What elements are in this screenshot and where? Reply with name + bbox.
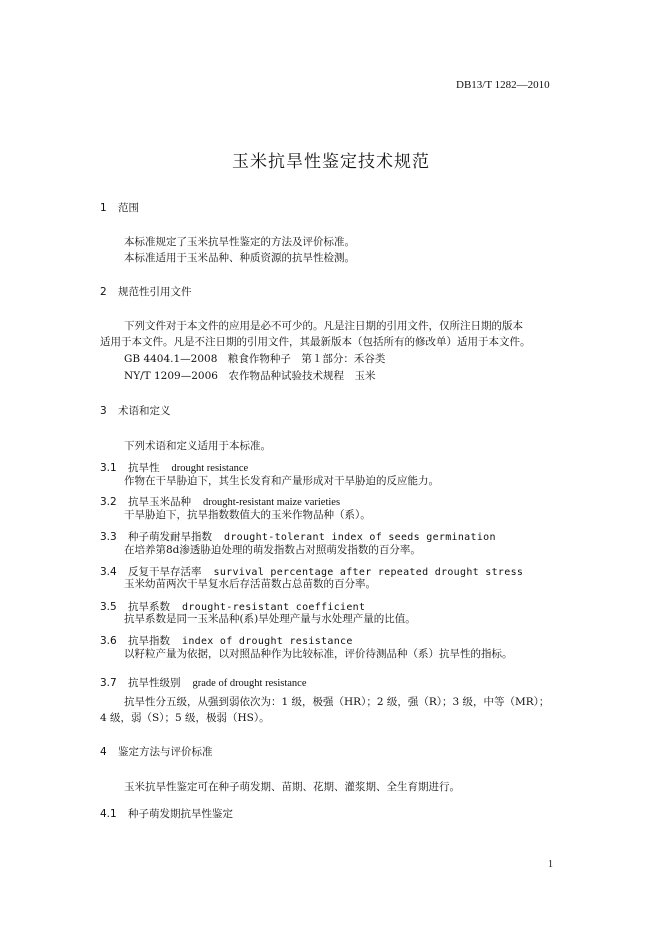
term-english: grade of drought resistance — [192, 678, 307, 689]
paragraph: 下列文件对于本文件的应用是必不可少的。凡是注日期的引用文件，仅所注日期的版本 — [124, 320, 523, 332]
term-number: 3.1 — [100, 462, 117, 474]
term-number: 3.7 — [100, 677, 117, 689]
term-english: drought-resistant maize varieties — [203, 497, 341, 508]
term-number: 3.6 — [100, 635, 117, 647]
section-4-heading — [100, 744, 213, 759]
term-definition: 4 级，弱（S）；5 级，极弱（HS）。 — [100, 712, 270, 724]
section-1-heading — [100, 200, 139, 215]
paragraph: 本标准规定了玉米抗旱性鉴定的方法及评价标准。 — [124, 236, 355, 248]
term-chinese: 反复干旱存活率 — [128, 566, 202, 578]
term-number: 3.2 — [100, 496, 117, 508]
paragraph: 本标准适用于玉米品种、种质资源的抗旱性检测。 — [124, 252, 355, 264]
section-title: 范围 — [118, 202, 139, 214]
section-title: 种子萌发期抗旱性鉴定 — [128, 808, 233, 820]
term-english: survival percentage after repeated drought stress — [213, 567, 524, 578]
term-english: drought-resistant coefficient — [182, 602, 366, 613]
term-definition: 干旱胁迫下，抗旱指数数值大的玉米作物品种（系）。 — [124, 509, 371, 521]
term-definition: 作物在干旱胁迫下，其生长发育和产量形成对干旱胁迫的反应能力。 — [124, 475, 439, 487]
term-chinese: 种子萌发耐旱指数 — [128, 531, 212, 543]
term-definition: 以籽粒产量为依据，以对照品种作为比较标准，评价待测品种（系）抗旱性的指标。 — [124, 648, 513, 660]
paragraph: 玉米抗旱性鉴定可在种子萌发期、苗期、花期、灌浆期、全生育期进行。 — [124, 781, 460, 793]
section-title: 术语和定义 — [118, 405, 171, 417]
term-definition: 玉米幼苗两次干旱复水后存活苗数占总苗数的百分率。 — [124, 578, 376, 590]
term-chinese: 抗旱性级别 — [128, 677, 181, 689]
section-title: 鉴定方法与评价标准 — [118, 746, 213, 758]
term-english: index of drought resistance — [182, 636, 353, 647]
document-title: 玉米抗旱性鉴定技术规范 — [232, 152, 430, 172]
term-chinese: 抗旱玉米品种 — [128, 496, 191, 508]
term-chinese: 抗旱指数 — [128, 635, 170, 647]
term-chinese: 抗旱系数 — [128, 601, 170, 613]
section-number: 3 — [100, 405, 107, 417]
term-number: 3.4 — [100, 566, 117, 578]
term-english: drought resistance — [171, 463, 249, 474]
term-definition: 抗旱性分五级，从强到弱依次为：1 级，极强（HR）；2 级，强（R）；3 级，中等（MR）； — [124, 696, 550, 708]
reference-item: NY/T 1209—2006 农作物品种试验技术规程 玉米 — [124, 370, 376, 382]
section-2-heading — [100, 284, 192, 299]
standard-code: DB13/T 1282—2010 — [456, 79, 550, 91]
section-3-heading — [100, 403, 171, 418]
paragraph: 下列术语和定义适用于本标准。 — [124, 440, 271, 452]
paragraph: 适用于本文件。凡是不注日期的引用文件，其最新版本（包括所有的修改单）适用于本文件。 — [100, 336, 531, 348]
term-english: drought-tolerant index of seeds germination — [224, 532, 496, 543]
term-definition: 抗旱系数是同一玉米品种(系)旱处理产量与水处理产量的比值。 — [124, 613, 416, 625]
section-title: 规范性引用文件 — [118, 286, 192, 298]
page-number: 1 — [548, 859, 553, 870]
term-number: 3.3 — [100, 531, 117, 543]
term-definition: 在培养第8d渗透胁迫处理的萌发指数占对照萌发指数的百分率。 — [124, 544, 421, 556]
section-number: 4.1 — [100, 808, 117, 820]
section-4-1-heading — [100, 806, 233, 821]
section-number: 4 — [100, 746, 107, 758]
term-number: 3.5 — [100, 601, 117, 613]
term-chinese: 抗旱性 — [128, 462, 160, 474]
section-number: 2 — [100, 286, 107, 298]
reference-item: GB 4404.1—2008 粮食作物种子 第１部分：禾谷类 — [124, 353, 386, 365]
term-3-7 — [100, 671, 307, 690]
section-number: 1 — [100, 202, 107, 214]
